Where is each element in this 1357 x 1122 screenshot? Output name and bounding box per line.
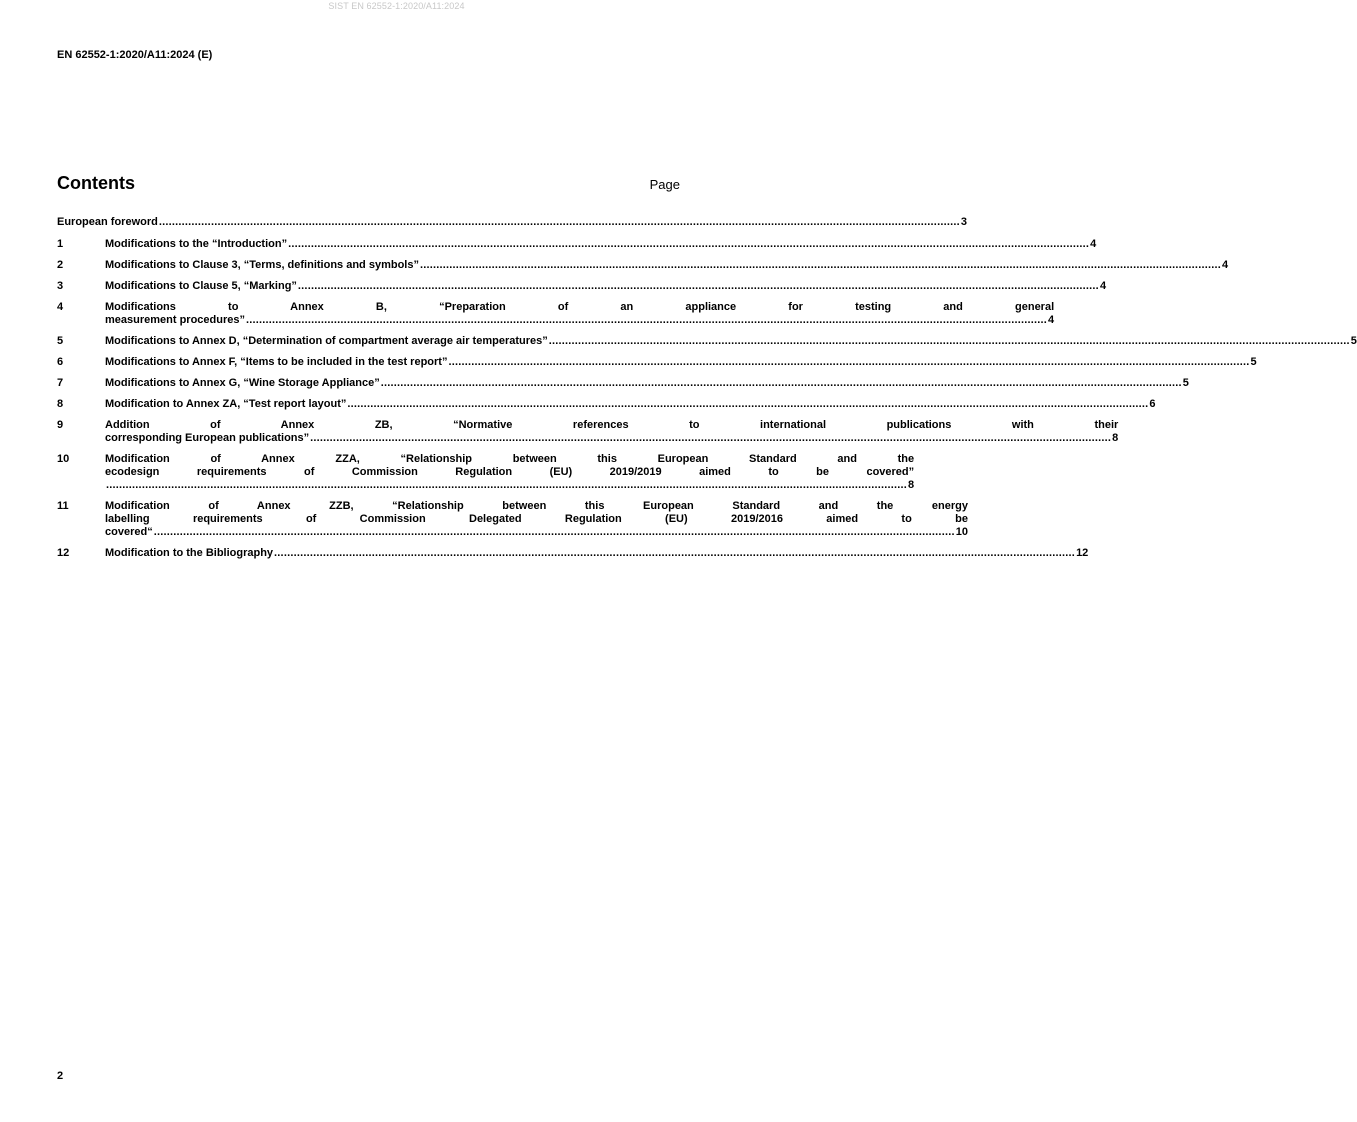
toc-entry-5[interactable] (57, 335, 1357, 348)
toc-line (105, 259, 1228, 272)
dot-leader (347, 398, 1148, 411)
toc-line (105, 280, 1106, 293)
toc-entry-text (105, 419, 1118, 445)
toc-entry-title: Modifications to Clause 5, “Marking” (105, 280, 297, 292)
toc-entry-text (105, 259, 1228, 272)
dot-leader (549, 335, 1350, 348)
dot-leader (246, 314, 1047, 327)
toc-page-number: 12 (1076, 547, 1089, 559)
toc-entry-text (105, 301, 1054, 327)
table-of-contents (57, 216, 1357, 568)
toc-line (105, 335, 1357, 348)
watermark: SIST EN 62552-1:2020/A11:2024 (328, 1, 465, 11)
dot-leader (420, 259, 1221, 272)
toc-entry-title: measurement procedures” (105, 314, 245, 326)
toc-line: Modifications to Annex B, “Preparation of an appliance for testing and general (105, 301, 1055, 313)
toc-entry-1[interactable] (57, 238, 1097, 251)
toc-entry-title: Modifications to Annex D, “Determination of compartment average air temperatures” (105, 335, 548, 347)
toc-entry-title: Modifications to Clause 3, “Terms, definitions and symbols” (105, 259, 419, 271)
toc-entry-4[interactable] (57, 301, 1055, 327)
toc-page-number: 4 (1048, 314, 1055, 326)
toc-entry-text (105, 356, 1257, 369)
toc-line (105, 238, 1096, 251)
toc-line (57, 216, 967, 229)
toc-line: ecodesign requirements of Commission Regulation (EU) 2019/2019 aimed to be covered” (105, 466, 915, 478)
toc-entry-11[interactable] (57, 500, 968, 539)
dot-leader (310, 432, 1111, 445)
toc-line (105, 479, 914, 492)
dot-leader (448, 356, 1249, 369)
toc-entry-number: 12 (57, 547, 70, 559)
dot-leader (288, 238, 1089, 251)
toc-entry-number: 4 (57, 301, 64, 313)
toc-line (105, 526, 968, 539)
toc-entry-number: 2 (57, 259, 64, 271)
toc-entry-text (105, 398, 1156, 411)
toc-entry-2[interactable] (57, 259, 1229, 272)
dot-leader (274, 547, 1075, 560)
toc-entry-title: Modifications to the “Introduction” (105, 238, 288, 250)
toc-page-number: 3 (960, 216, 967, 228)
dot-leader (159, 216, 960, 229)
toc-entry-number: 1 (57, 238, 64, 250)
toc-entry-7[interactable] (57, 377, 1189, 390)
toc-entry-title: Modifications to Annex G, “Wine Storage Appliance” (105, 377, 380, 389)
toc-entry-number: 8 (57, 398, 64, 410)
toc-entry-title: Modification to Annex ZA, “Test report layout” (105, 398, 347, 410)
toc-entry-title: European foreword (57, 216, 158, 228)
toc-entry-number: 5 (57, 335, 64, 347)
toc-entry-title: corresponding European publications” (105, 432, 310, 444)
toc-page-number: 6 (1149, 398, 1156, 410)
toc-entry-number: 11 (57, 500, 69, 512)
toc-line (105, 432, 1118, 445)
toc-entry-number: 9 (57, 419, 64, 431)
toc-page-number: 8 (1112, 432, 1119, 444)
toc-line (105, 547, 1088, 560)
toc-page-number: 4 (1221, 259, 1229, 271)
toc-entry-number: 10 (57, 453, 70, 465)
toc-entry-6[interactable] (57, 356, 1257, 369)
toc-entry-foreword[interactable] (57, 216, 967, 229)
toc-page-number: 4 (1090, 238, 1097, 250)
contents-title: Contents (57, 173, 135, 193)
toc-page-number: 5 (1182, 377, 1189, 389)
toc-line: Modification of Annex ZZB, “Relationship between this European Standard and the energy (105, 500, 968, 512)
toc-entry-text (105, 500, 968, 539)
toc-entry-title: Modifications to Annex F, “Items to be included in the test report” (105, 356, 448, 368)
toc-entry-text (105, 377, 1189, 390)
toc-line: labelling requirements of Commission Delegated Regulation (EU) 2019/2016 aimed to be (105, 513, 968, 525)
dot-leader (154, 526, 955, 539)
toc-entry-3[interactable] (57, 280, 1107, 293)
toc-entry-number: 7 (57, 377, 64, 389)
toc-entry-title: covered“ (105, 526, 153, 538)
page-column-label: Page (649, 177, 680, 192)
dot-leader (106, 479, 907, 492)
toc-entry-number: 3 (57, 280, 64, 292)
toc-entry-text (105, 547, 1088, 560)
toc-entry-text (105, 280, 1106, 293)
toc-line (105, 356, 1257, 369)
toc-page-number: 10 (955, 526, 968, 538)
document-id: EN 62552-1:2020/A11:2024 (E) (57, 49, 213, 61)
toc-page-number: 4 (1099, 280, 1107, 292)
toc-page-number: 8 (908, 479, 915, 491)
toc-entry-text (105, 238, 1096, 251)
page-number: 2 (57, 1070, 64, 1082)
toc-entry-9[interactable] (57, 419, 1119, 445)
toc-page-number: 5 (1350, 335, 1357, 347)
toc-entry-12[interactable] (57, 547, 1089, 560)
toc-line (105, 398, 1156, 411)
toc-entry-text (105, 453, 914, 492)
toc-entry-text (57, 216, 967, 229)
toc-page-number: 5 (1250, 356, 1257, 368)
dot-leader (298, 280, 1099, 293)
dot-leader (381, 377, 1182, 390)
toc-line: Modification of Annex ZZA, “Relationship between this European Standard and the (105, 453, 915, 465)
toc-entry-number: 6 (57, 356, 64, 368)
contents-header (57, 173, 680, 194)
toc-line: Addition of Annex ZB, “Normative references to international publications with their (105, 419, 1119, 431)
toc-entry-text (105, 335, 1357, 348)
toc-entry-8[interactable] (57, 398, 1156, 411)
toc-line (105, 377, 1189, 390)
toc-entry-title: Modification to the Bibliography (105, 547, 274, 559)
toc-line (105, 314, 1054, 327)
toc-entry-10[interactable] (57, 453, 915, 492)
